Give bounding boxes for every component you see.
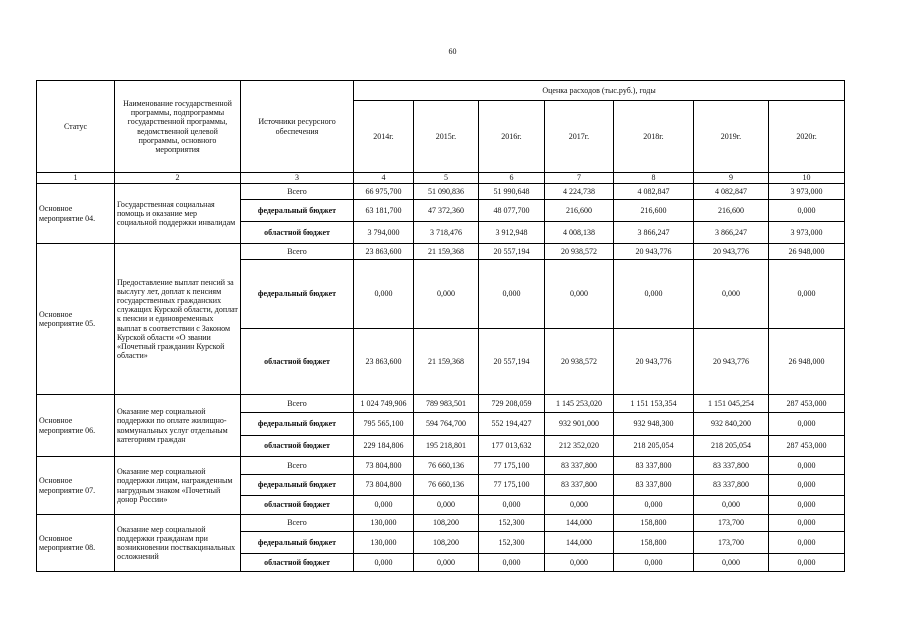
header-name: Наименование государственной программы, подпрограммы государственной программы, ведомственной целевой программы, основного мероприятия <box>115 81 241 173</box>
value-cell: 108,200 <box>414 515 479 532</box>
column-number: 8 <box>614 173 694 184</box>
value-cell: 789 983,501 <box>414 395 479 413</box>
source-cell: областной бюджет <box>241 554 354 572</box>
value-cell: 76 660,136 <box>414 475 479 496</box>
header-year: 2018г. <box>614 101 694 173</box>
value-cell: 216,600 <box>614 200 694 222</box>
column-number: 10 <box>769 173 845 184</box>
value-cell: 932 948,300 <box>614 413 694 436</box>
value-cell: 83 337,800 <box>694 475 769 496</box>
program-name-cell: Оказание мер социальной поддержки лицам, награжденным нагрудным знаком «Почетный донор России» <box>115 457 241 515</box>
value-cell: 26 948,000 <box>769 329 845 395</box>
status-cell: Основное мероприятие 06. <box>37 395 115 457</box>
header-estimate: Оценка расходов (тыс.руб.), годы <box>354 81 845 101</box>
value-cell: 108,200 <box>414 532 479 554</box>
value-cell: 0,000 <box>614 554 694 572</box>
value-cell: 932 840,200 <box>694 413 769 436</box>
value-cell: 26 948,000 <box>769 244 845 260</box>
value-cell: 23 863,600 <box>354 329 414 395</box>
value-cell: 20 943,776 <box>694 244 769 260</box>
value-cell: 0,000 <box>414 554 479 572</box>
source-cell: Всего <box>241 184 354 200</box>
source-cell: федеральный бюджет <box>241 200 354 222</box>
value-cell: 195 218,801 <box>414 436 479 457</box>
value-cell: 0,000 <box>354 554 414 572</box>
value-cell: 0,000 <box>545 554 614 572</box>
column-numbers-row <box>37 173 845 184</box>
status-cell: Основное мероприятие 08. <box>37 515 115 572</box>
column-number: 1 <box>37 173 115 184</box>
column-number: 2 <box>115 173 241 184</box>
column-number: 6 <box>479 173 545 184</box>
value-cell: 4 224,738 <box>545 184 614 200</box>
value-cell: 152,300 <box>479 532 545 554</box>
value-cell: 0,000 <box>614 496 694 515</box>
source-cell: федеральный бюджет <box>241 475 354 496</box>
source-cell: областной бюджет <box>241 329 354 395</box>
value-cell: 0,000 <box>479 496 545 515</box>
value-cell: 1 145 253,020 <box>545 395 614 413</box>
value-cell: 0,000 <box>545 496 614 515</box>
value-cell: 218 205,054 <box>694 436 769 457</box>
source-cell: Всего <box>241 244 354 260</box>
value-cell: 158,800 <box>614 532 694 554</box>
value-cell: 287 453,000 <box>769 395 845 413</box>
value-cell: 23 863,600 <box>354 244 414 260</box>
value-cell: 51 090,836 <box>414 184 479 200</box>
header-year: 2017г. <box>545 101 614 173</box>
value-cell: 20 943,776 <box>614 329 694 395</box>
column-number: 3 <box>241 173 354 184</box>
value-cell: 63 181,700 <box>354 200 414 222</box>
value-cell: 0,000 <box>414 496 479 515</box>
column-number: 4 <box>354 173 414 184</box>
table-row <box>37 515 845 532</box>
value-cell: 0,000 <box>354 260 414 329</box>
value-cell: 3 866,247 <box>694 222 769 244</box>
value-cell: 73 804,800 <box>354 457 414 475</box>
column-number: 7 <box>545 173 614 184</box>
value-cell: 1 024 749,906 <box>354 395 414 413</box>
value-cell: 218 205,054 <box>614 436 694 457</box>
value-cell: 552 194,427 <box>479 413 545 436</box>
program-name-cell: Оказание мер социальной поддержки по оплате жилищно-коммунальных услуг отдельным категориям граждан <box>115 395 241 457</box>
value-cell: 0,000 <box>614 260 694 329</box>
value-cell: 3 866,247 <box>614 222 694 244</box>
value-cell: 0,000 <box>545 260 614 329</box>
program-name-cell: Предоставление выплат пенсий за выслугу лет, доплат к пенсиям государственных гражданских служащих Курской области, доплат к пенсии и единовременных выплат в соответствии с Законом Курской области «О звании «Почетный гражданин Курской области» <box>115 244 241 395</box>
value-cell: 173,700 <box>694 515 769 532</box>
value-cell: 1 151 153,354 <box>614 395 694 413</box>
value-cell: 1 151 045,254 <box>694 395 769 413</box>
value-cell: 729 208,059 <box>479 395 545 413</box>
value-cell: 287 453,000 <box>769 436 845 457</box>
value-cell: 51 990,648 <box>479 184 545 200</box>
header-year: 2015г. <box>414 101 479 173</box>
value-cell: 0,000 <box>769 260 845 329</box>
value-cell: 152,300 <box>479 515 545 532</box>
value-cell: 0,000 <box>414 260 479 329</box>
value-cell: 144,000 <box>545 515 614 532</box>
header-year: 2014г. <box>354 101 414 173</box>
value-cell: 83 337,800 <box>614 457 694 475</box>
source-cell: федеральный бюджет <box>241 260 354 329</box>
value-cell: 932 901,000 <box>545 413 614 436</box>
source-cell: областной бюджет <box>241 436 354 457</box>
value-cell: 212 352,020 <box>545 436 614 457</box>
program-name-cell: Государственная социальная помощь и оказание мер социальной поддержки инвалидам <box>115 184 241 244</box>
source-cell: федеральный бюджет <box>241 532 354 554</box>
value-cell: 0,000 <box>769 475 845 496</box>
value-cell: 594 764,700 <box>414 413 479 436</box>
value-cell: 3 973,000 <box>769 222 845 244</box>
value-cell: 0,000 <box>479 554 545 572</box>
value-cell: 4 082,847 <box>694 184 769 200</box>
value-cell: 0,000 <box>354 496 414 515</box>
value-cell: 177 013,632 <box>479 436 545 457</box>
source-cell: областной бюджет <box>241 496 354 515</box>
header-year: 2016г. <box>479 101 545 173</box>
table-row <box>37 457 845 475</box>
value-cell: 158,800 <box>614 515 694 532</box>
value-cell: 77 175,100 <box>479 457 545 475</box>
value-cell: 20 938,572 <box>545 244 614 260</box>
status-cell: Основное мероприятие 04. <box>37 184 115 244</box>
value-cell: 20 557,194 <box>479 329 545 395</box>
value-cell: 83 337,800 <box>545 457 614 475</box>
value-cell: 0,000 <box>769 515 845 532</box>
value-cell: 20 943,776 <box>614 244 694 260</box>
value-cell: 173,700 <box>694 532 769 554</box>
value-cell: 130,000 <box>354 515 414 532</box>
value-cell: 0,000 <box>694 554 769 572</box>
value-cell: 3 718,476 <box>414 222 479 244</box>
value-cell: 21 159,368 <box>414 244 479 260</box>
value-cell: 3 794,000 <box>354 222 414 244</box>
header-year: 2019г. <box>694 101 769 173</box>
value-cell: 66 975,700 <box>354 184 414 200</box>
value-cell: 0,000 <box>769 413 845 436</box>
table-row <box>37 395 845 413</box>
source-cell: областной бюджет <box>241 222 354 244</box>
value-cell: 20 943,776 <box>694 329 769 395</box>
value-cell: 0,000 <box>769 200 845 222</box>
value-cell: 795 565,100 <box>354 413 414 436</box>
value-cell: 4 008,138 <box>545 222 614 244</box>
source-cell: Всего <box>241 457 354 475</box>
value-cell: 76 660,136 <box>414 457 479 475</box>
value-cell: 0,000 <box>479 260 545 329</box>
column-number: 9 <box>694 173 769 184</box>
value-cell: 0,000 <box>769 496 845 515</box>
column-number: 5 <box>414 173 479 184</box>
program-name-cell: Оказание мер социальной поддержки гражданам при возникновении поствакцинальных осложнений <box>115 515 241 572</box>
value-cell: 144,000 <box>545 532 614 554</box>
value-cell: 0,000 <box>769 554 845 572</box>
value-cell: 77 175,100 <box>479 475 545 496</box>
source-cell: федеральный бюджет <box>241 413 354 436</box>
value-cell: 83 337,800 <box>614 475 694 496</box>
value-cell: 216,600 <box>694 200 769 222</box>
value-cell: 47 372,360 <box>414 200 479 222</box>
table-row <box>37 184 845 200</box>
status-cell: Основное мероприятие 05. <box>37 244 115 395</box>
value-cell: 4 082,847 <box>614 184 694 200</box>
value-cell: 3 912,948 <box>479 222 545 244</box>
header-year: 2020г. <box>769 101 845 173</box>
value-cell: 73 804,800 <box>354 475 414 496</box>
table-row <box>37 244 845 260</box>
source-cell: Всего <box>241 395 354 413</box>
expenses-table <box>36 80 845 572</box>
value-cell: 3 973,000 <box>769 184 845 200</box>
source-cell: Всего <box>241 515 354 532</box>
value-cell: 83 337,800 <box>694 457 769 475</box>
value-cell: 229 184,806 <box>354 436 414 457</box>
value-cell: 130,000 <box>354 532 414 554</box>
value-cell: 48 077,700 <box>479 200 545 222</box>
page-number: 60 <box>448 47 457 56</box>
status-cell: Основное мероприятие 07. <box>37 457 115 515</box>
value-cell: 216,600 <box>545 200 614 222</box>
table-body <box>37 184 845 572</box>
value-cell: 0,000 <box>694 496 769 515</box>
value-cell: 83 337,800 <box>545 475 614 496</box>
value-cell: 20 938,572 <box>545 329 614 395</box>
value-cell: 21 159,368 <box>414 329 479 395</box>
value-cell: 20 557,194 <box>479 244 545 260</box>
value-cell: 0,000 <box>769 532 845 554</box>
header-sources: Источники ресурсного обеспечения <box>241 81 354 173</box>
header-status: Статус <box>37 81 115 173</box>
value-cell: 0,000 <box>694 260 769 329</box>
value-cell: 0,000 <box>769 457 845 475</box>
